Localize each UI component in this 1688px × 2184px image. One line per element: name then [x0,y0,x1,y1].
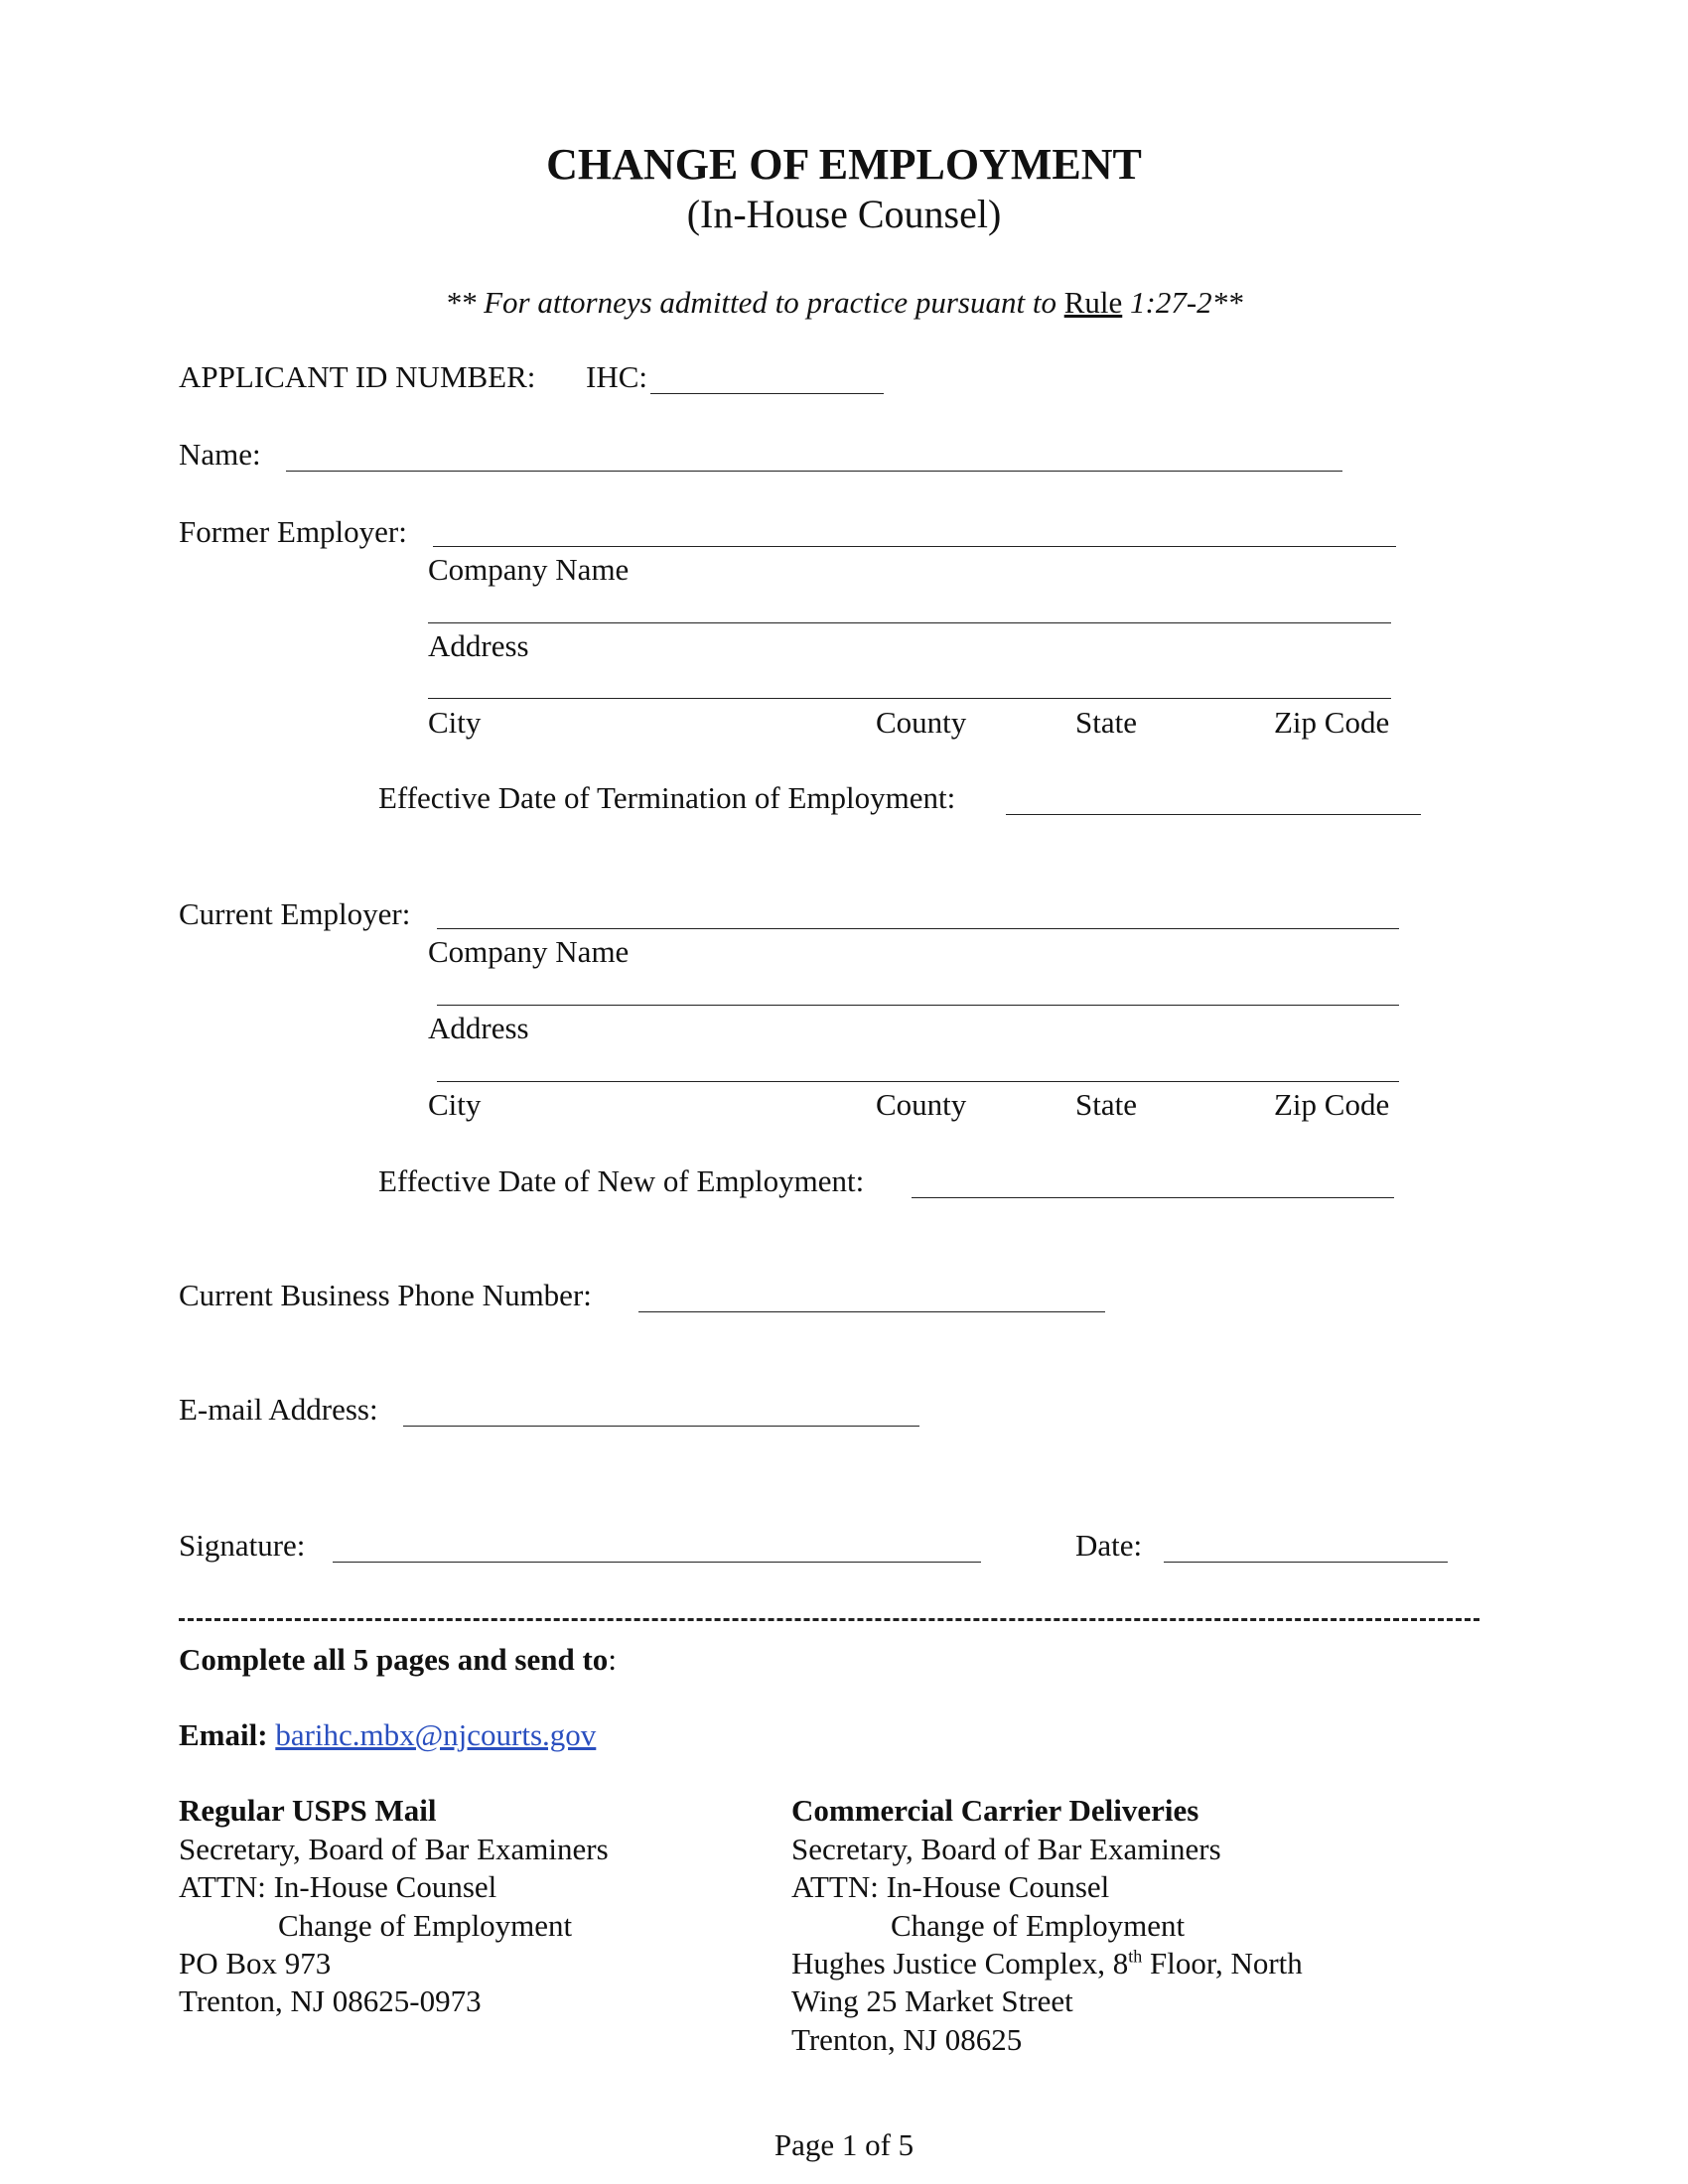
current-address-field[interactable] [437,1005,1399,1006]
usps-line4: PO Box 973 [179,1946,332,1980]
former-address-label: Address [428,628,529,663]
date-label: Date: [1075,1528,1143,1563]
carrier-line3: Change of Employment [891,1908,1186,1943]
carrier-line4 [791,1946,1303,1981]
carrier-line4-b: Floor, North [1142,1946,1303,1980]
signature-label: Signature: [179,1528,306,1563]
send-instruction [179,1642,617,1678]
current-zip-label: Zip Code [1274,1087,1390,1122]
ihc-label: IHC: [586,359,647,394]
form-title: CHANGE OF EMPLOYMENT [546,140,1142,189]
carrier-line5: Wing 25 Market Street [791,1983,1073,2018]
usps-heading: Regular USPS Mail [179,1793,437,1828]
carrier-line4-sup: th [1128,1946,1143,1967]
carrier-line2: ATTN: In-House Counsel [791,1869,1110,1904]
carrier-line6: Trenton, NJ 08625 [791,2022,1023,2057]
current-employer-label: Current Employer: [179,896,411,931]
email-contact-label: Email: [179,1717,268,1752]
rule-note-rule: Rule [1063,285,1123,320]
former-zip-label: Zip Code [1274,705,1390,740]
rule-note [0,285,1688,321]
usps-line3: Change of Employment [278,1908,573,1943]
name-field[interactable] [286,471,1342,472]
send-instruction-colon: : [608,1642,617,1677]
new-employment-date-field[interactable] [912,1197,1394,1198]
carrier-line4-a: Hughes Justice Complex, 8 [791,1946,1129,1980]
usps-line1: Secretary, Board of Bar Examiners [179,1832,609,1866]
current-company-label: Company Name [428,934,630,969]
signature-field[interactable] [333,1562,981,1563]
name-label: Name: [179,437,261,472]
applicant-id-label: APPLICANT ID NUMBER: [179,359,536,394]
former-address-field[interactable] [428,622,1391,623]
form-subtitle: (In-House Counsel) [686,192,1002,236]
email-contact [179,1717,596,1753]
termination-date-field[interactable] [1006,814,1421,815]
current-company-field[interactable] [437,928,1399,929]
phone-label: Current Business Phone Number: [179,1278,592,1312]
applicant-id-field[interactable] [650,393,884,394]
carrier-line1: Secretary, Board of Bar Examiners [791,1832,1221,1866]
date-field[interactable] [1164,1562,1448,1563]
usps-line2: ATTN: In-House Counsel [179,1869,497,1904]
former-company-field[interactable] [433,546,1396,547]
rule-note-prefix: ** For attorneys admitted to practice pursuant to [445,285,1064,320]
former-employer-label: Former Employer: [179,514,407,549]
new-employment-date-label: Effective Date of New of Employment: [378,1163,865,1198]
carrier-heading: Commercial Carrier Deliveries [791,1793,1199,1828]
page-number: Page 1 of 5 [774,2127,914,2162]
current-city-label: City [428,1087,482,1122]
former-city-field[interactable] [428,698,1391,699]
termination-date-label: Effective Date of Termination of Employment: [378,780,956,815]
cut-line-divider [179,1618,1479,1621]
current-county-label: County [876,1087,967,1122]
former-county-label: County [876,705,967,740]
email-field[interactable] [403,1426,919,1427]
current-state-label: State [1075,1087,1137,1122]
former-city-label: City [428,705,482,740]
usps-line5: Trenton, NJ 08625-0973 [179,1983,482,2018]
current-address-label: Address [428,1011,529,1045]
email-label: E-mail Address: [179,1392,378,1427]
phone-field[interactable] [638,1311,1105,1312]
rule-note-suffix: 1:27-2** [1122,285,1243,320]
current-city-field[interactable] [437,1081,1399,1082]
former-company-label: Company Name [428,552,630,587]
email-contact-link[interactable]: barihc.mbx@njcourts.gov [275,1717,597,1752]
former-state-label: State [1075,705,1137,740]
send-instruction-text: Complete all 5 pages and send to [179,1642,609,1677]
